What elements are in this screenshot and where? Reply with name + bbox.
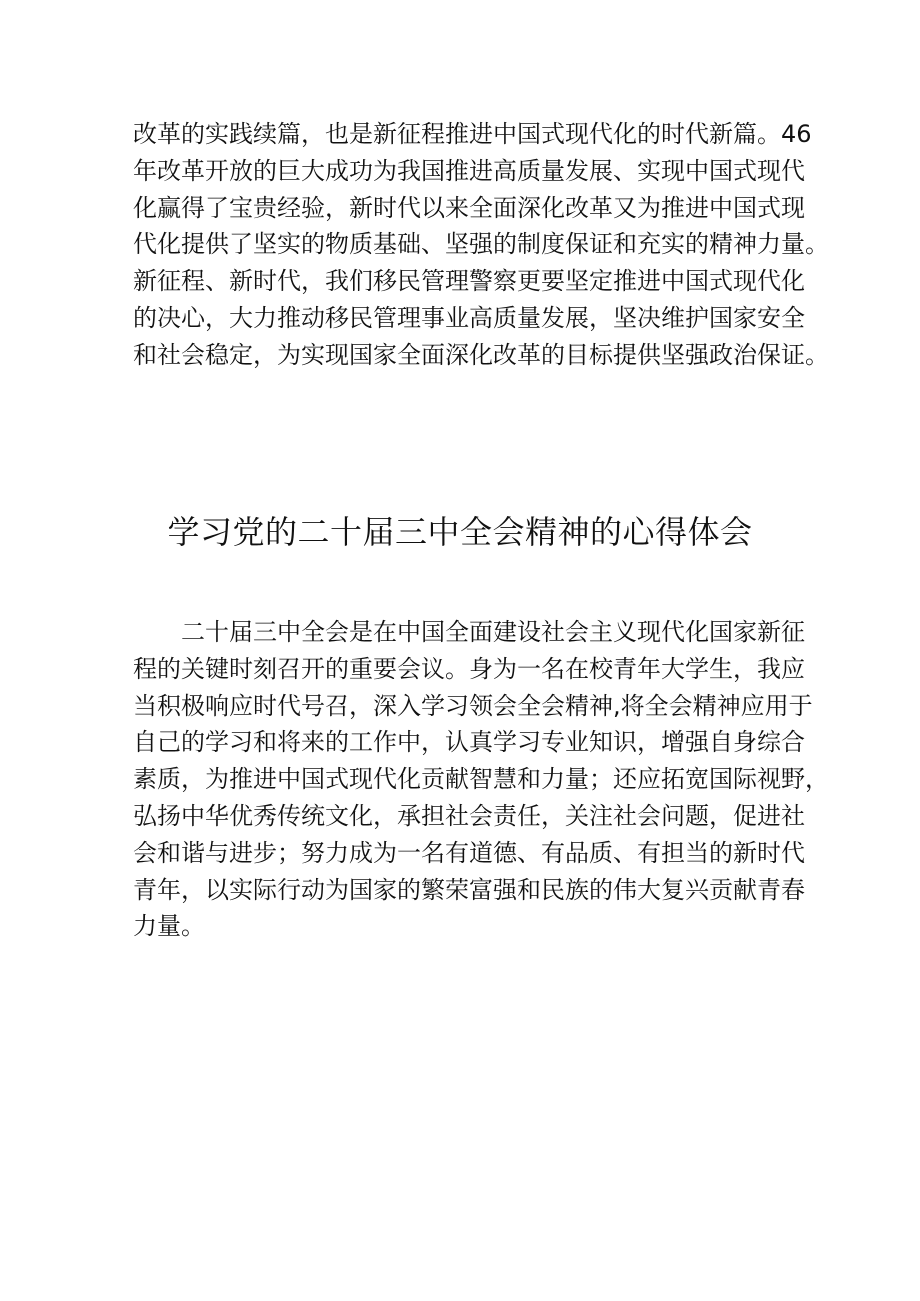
text-line: 化赢得了宝贵经验，新时代以来全面深化改革又为推进中国式现 bbox=[133, 193, 805, 222]
text-line: 当积极响应时代号召，深入学习领会全会精神,将全会精神应用于 bbox=[133, 691, 813, 720]
text-line: 力量。 bbox=[133, 912, 205, 941]
paragraph-reform-continuation bbox=[133, 116, 829, 374]
section-heading: 学习党的二十届三中全会精神的心得体会 bbox=[167, 513, 753, 551]
text-line: 青年，以实际行动为国家的繁荣富强和民族的伟大复兴贡献青春 bbox=[133, 875, 805, 904]
text-line: 弘扬中华优秀传统文化，承担社会责任，关注社会问题，促进社 bbox=[133, 801, 805, 830]
text-line: 会和谐与进步；努力成为一名有道德、有品质、有担当的新时代 bbox=[133, 838, 805, 867]
text-line: 二十届三中全会是在中国全面建设社会主义现代化国家新征 bbox=[181, 618, 805, 646]
text-line: 新征程、新时代，我们移民管理警察更要坚定推进中国式现代化 bbox=[133, 267, 805, 296]
text-line: 改革的实践续篇，也是新征程推进中国式现代化的时代新篇。46 bbox=[133, 120, 812, 148]
text-line: 自己的学习和将来的工作中，认真学习专业知识，增强自身综合 bbox=[133, 728, 805, 757]
paragraph-student-reflection bbox=[133, 614, 829, 945]
text-line: 的决心，大力推动移民管理事业高质量发展，坚决维护国家安全 bbox=[133, 303, 805, 332]
text-line: 年改革开放的巨大成功为我国推进高质量发展、实现中国式现代 bbox=[133, 156, 805, 185]
text-line: 和社会稳定，为实现国家全面深化改革的目标提供坚强政治保证。 bbox=[133, 340, 829, 369]
text-line: 素质，为推进中国式现代化贡献智慧和力量；还应拓宽国际视野， bbox=[133, 765, 829, 794]
text-line: 程的关键时刻召开的重要会议。身为一名在校青年大学生，我应 bbox=[133, 654, 805, 683]
text-line: 代化提供了坚实的物质基础、坚强的制度保证和充实的精神力量。 bbox=[133, 230, 829, 259]
